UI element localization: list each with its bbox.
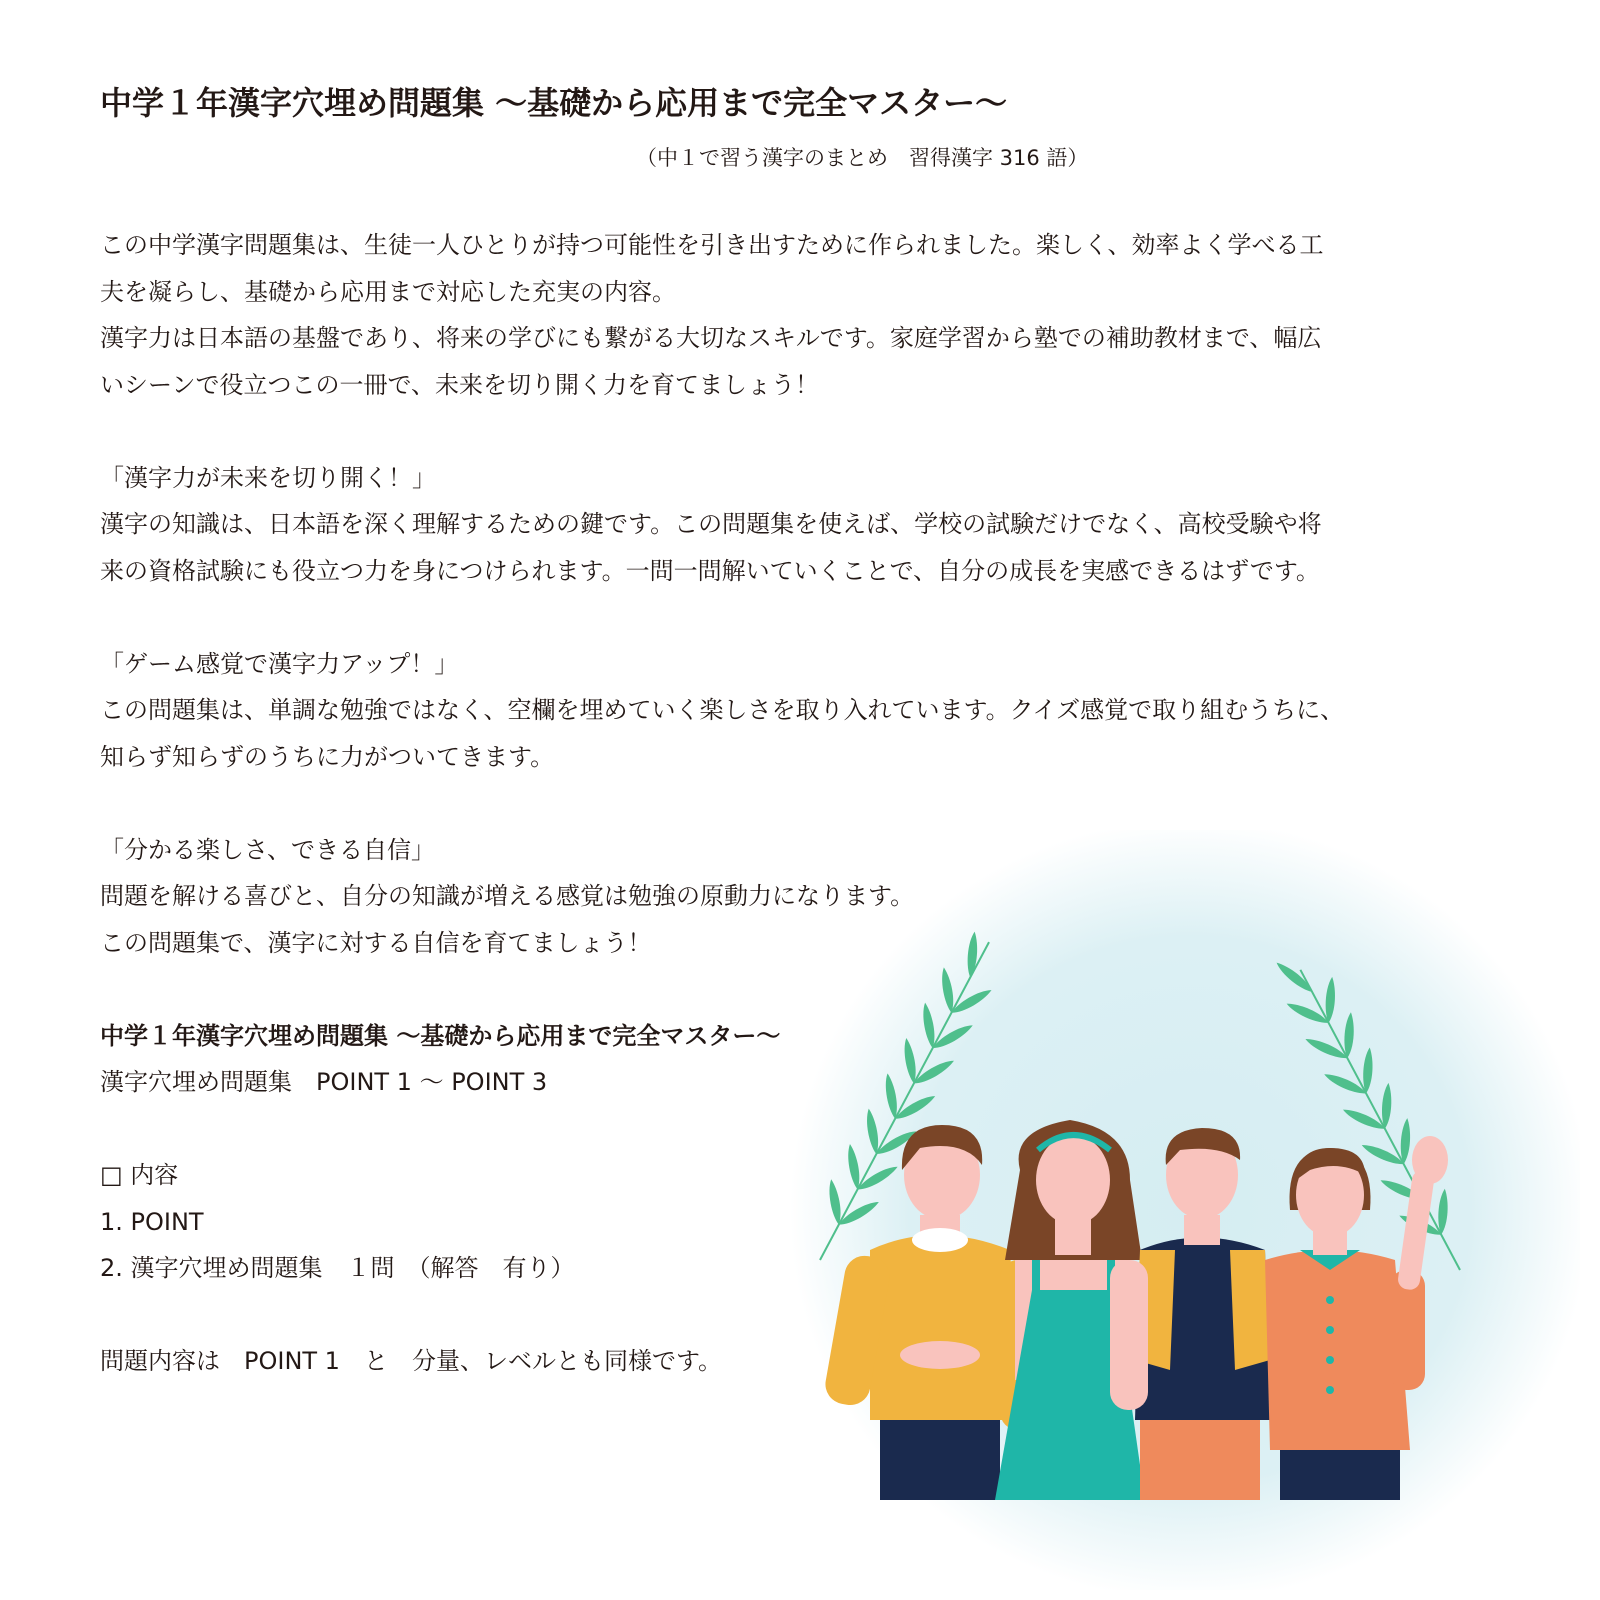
spacer	[100, 1106, 1500, 1153]
spacer	[100, 594, 1500, 641]
spacer	[100, 966, 1500, 1013]
note-text: 問題内容は POINT 1 と 分量、レベルとも同様です。	[100, 1347, 723, 1375]
intro-line: いシーンで役立つこの一冊で、未来を切り開く力を育てましょう！	[100, 370, 820, 399]
spacer	[100, 408, 1500, 455]
intro-line: 夫を凝らし、基礎から応用まで対応した充実の内容。	[100, 277, 676, 306]
product-points: 漢字穴埋め問題集 POINT 1 〜 POINT 3	[100, 1068, 548, 1096]
contents-item: 1. POINT	[100, 1207, 204, 1236]
contents-item: 2. 漢字穴埋め問題集 １問 （解答 有り）	[100, 1254, 575, 1282]
body-text	[100, 222, 1500, 1385]
section-line: 来の資格試験にも役立つ力を身につけられます。一問一問解いていくことで、自分の成長を実感できるはずです。	[100, 556, 1320, 585]
section-heading: 「分かる楽しさ、できる自信」	[100, 835, 436, 864]
page-subtitle: （中１で習う漢字のまとめ 習得漢字 316 語）	[636, 146, 1089, 170]
section-line: この問題集で、漢字に対する自信を育てましょう！	[100, 928, 652, 957]
intro-line: この中学漢字問題集は、生徒一人ひとりが持つ可能性を引き出すために作られました。楽しく、効率よく学べる工	[100, 231, 1324, 259]
spacer	[100, 1292, 1500, 1339]
section-line: 知らず知らずのうちに力がついてきます。	[100, 742, 555, 771]
product-name: 中学１年漢字穴埋め問題集 〜基礎から応用まで完全マスター〜	[100, 1021, 781, 1050]
section-heading: 「ゲーム感覚で漢字力アップ！」	[100, 649, 459, 678]
spacer	[100, 780, 1500, 827]
section-heading: 「漢字力が未来を切り開く！」	[100, 463, 436, 492]
section-line: 問題を解ける喜びと、自分の知識が増える感覚は勉強の原動力になります。	[100, 882, 915, 910]
section-line: この問題集は、単調な勉強ではなく、空欄を埋めていく楽しさを取り入れています。クイズ感覚で取り組むうちに、	[100, 696, 1345, 724]
page-title: 中学１年漢字穴埋め問題集 〜基礎から応用まで完全マスター〜	[100, 84, 1008, 122]
contents-heading: □ 内容	[100, 1161, 179, 1189]
section-line: 漢字の知識は、日本語を深く理解するための鍵です。この問題集を使えば、学校の試験だけでなく、高校受験や将	[100, 510, 1322, 538]
intro-line: 漢字力は日本語の基盤であり、将来の学びにも繋がる大切なスキルです。家庭学習から塾での補助教材まで、幅広	[100, 324, 1322, 352]
